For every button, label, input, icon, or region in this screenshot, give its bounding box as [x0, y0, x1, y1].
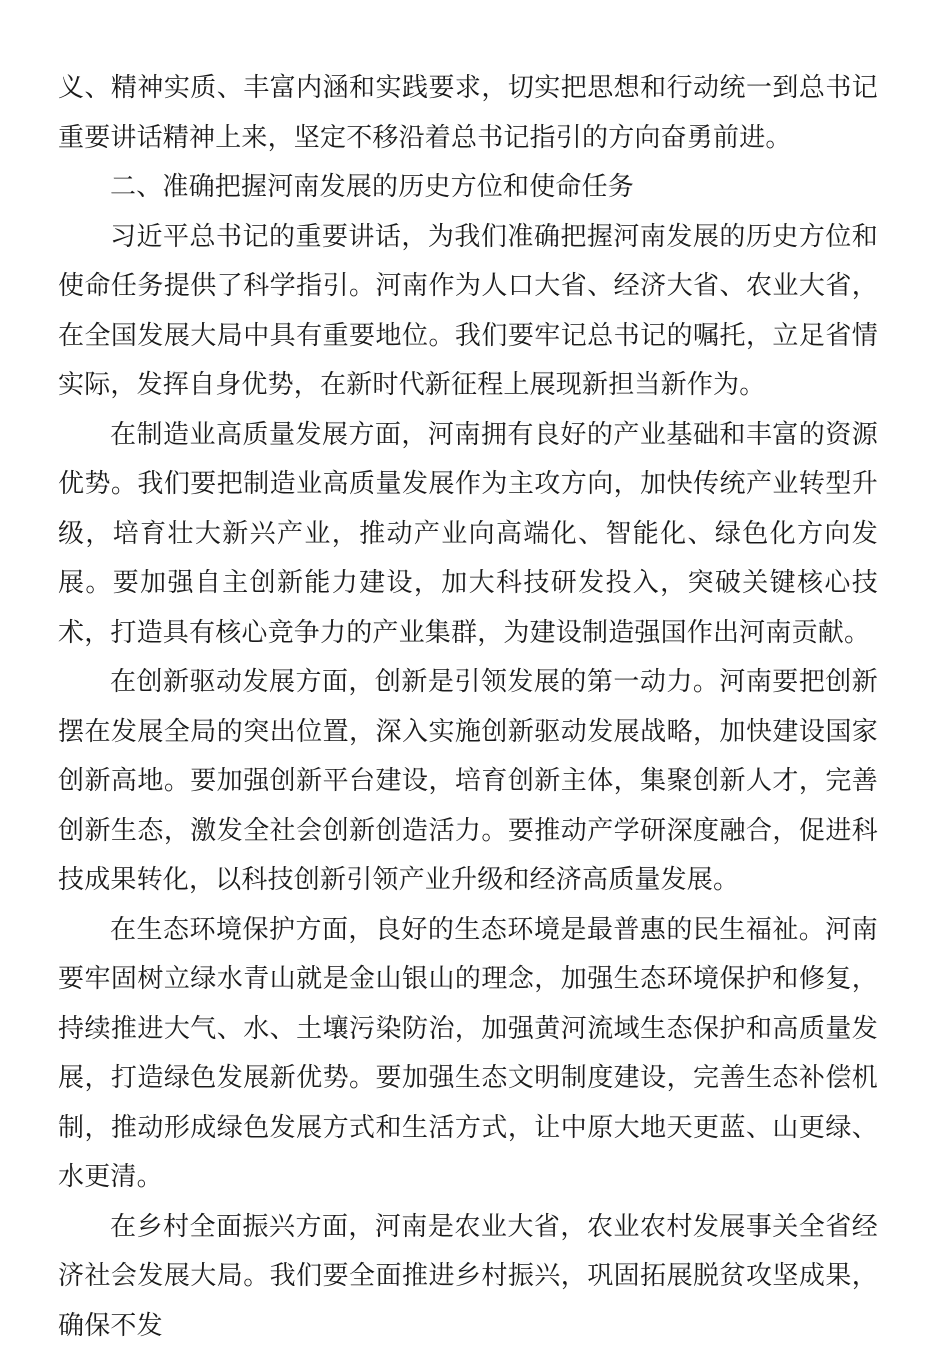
paragraph-ecology: 在生态环境保护方面，良好的生态环境是最普惠的民生福祉。河南要牢固树立绿水青山就是金山银山的理念，加强生态环境保护和修复，持续推进大气、水、土壤污染防治，加强黄河流域生态保护和高质量发展，打造绿色发展新优势。要加强生态文明制度建设，完善生态补偿机制，推动形成绿色发展方式和生活方式，让中原大地天更蓝、山更绿、水更清。 — [58, 906, 878, 1203]
document-page — [58, 64, 878, 1351]
paragraph-rural: 在乡村全面振兴方面，河南是农业大省，农业农村发展事关全省经济社会发展大局。我们要全面推进乡村振兴，巩固拓展脱贫攻坚成果，确保不发 — [58, 1203, 878, 1351]
paragraph-continuation: 义、精神实质、丰富内涵和实践要求，切实把思想和行动统一到总书记重要讲话精神上来，坚定不移沿着总书记指引的方向奋勇前进。 — [58, 64, 878, 163]
paragraph-manufacturing: 在制造业高质量发展方面，河南拥有良好的产业基础和丰富的资源优势。我们要把制造业高质量发展作为主攻方向，加快传统产业转型升级，培育壮大新兴产业，推动产业向高端化、智能化、绿色化方向发展。要加强自主创新能力建设，加大科技研发投入，突破关键核心技术，打造具有核心竞争力的产业集群，为建设制造强国作出河南贡献。 — [58, 411, 878, 659]
paragraph-intro: 习近平总书记的重要讲话，为我们准确把握河南发展的历史方位和使命任务提供了科学指引。河南作为人口大省、经济大省、农业大省，在全国发展大局中具有重要地位。我们要牢记总书记的嘱托，立足省情实际，发挥自身优势，在新时代新征程上展现新担当新作为。 — [58, 213, 878, 411]
paragraph-innovation: 在创新驱动发展方面，创新是引领发展的第一动力。河南要把创新摆在发展全局的突出位置，深入实施创新驱动发展战略，加快建设国家创新高地。要加强创新平台建设，培育创新主体，集聚创新人才，完善创新生态，激发全社会创新创造活力。要推动产学研深度融合，促进科技成果转化，以科技创新引领产业升级和经济高质量发展。 — [58, 658, 878, 906]
section-heading: 二、准确把握河南发展的历史方位和使命任务 — [58, 163, 878, 213]
